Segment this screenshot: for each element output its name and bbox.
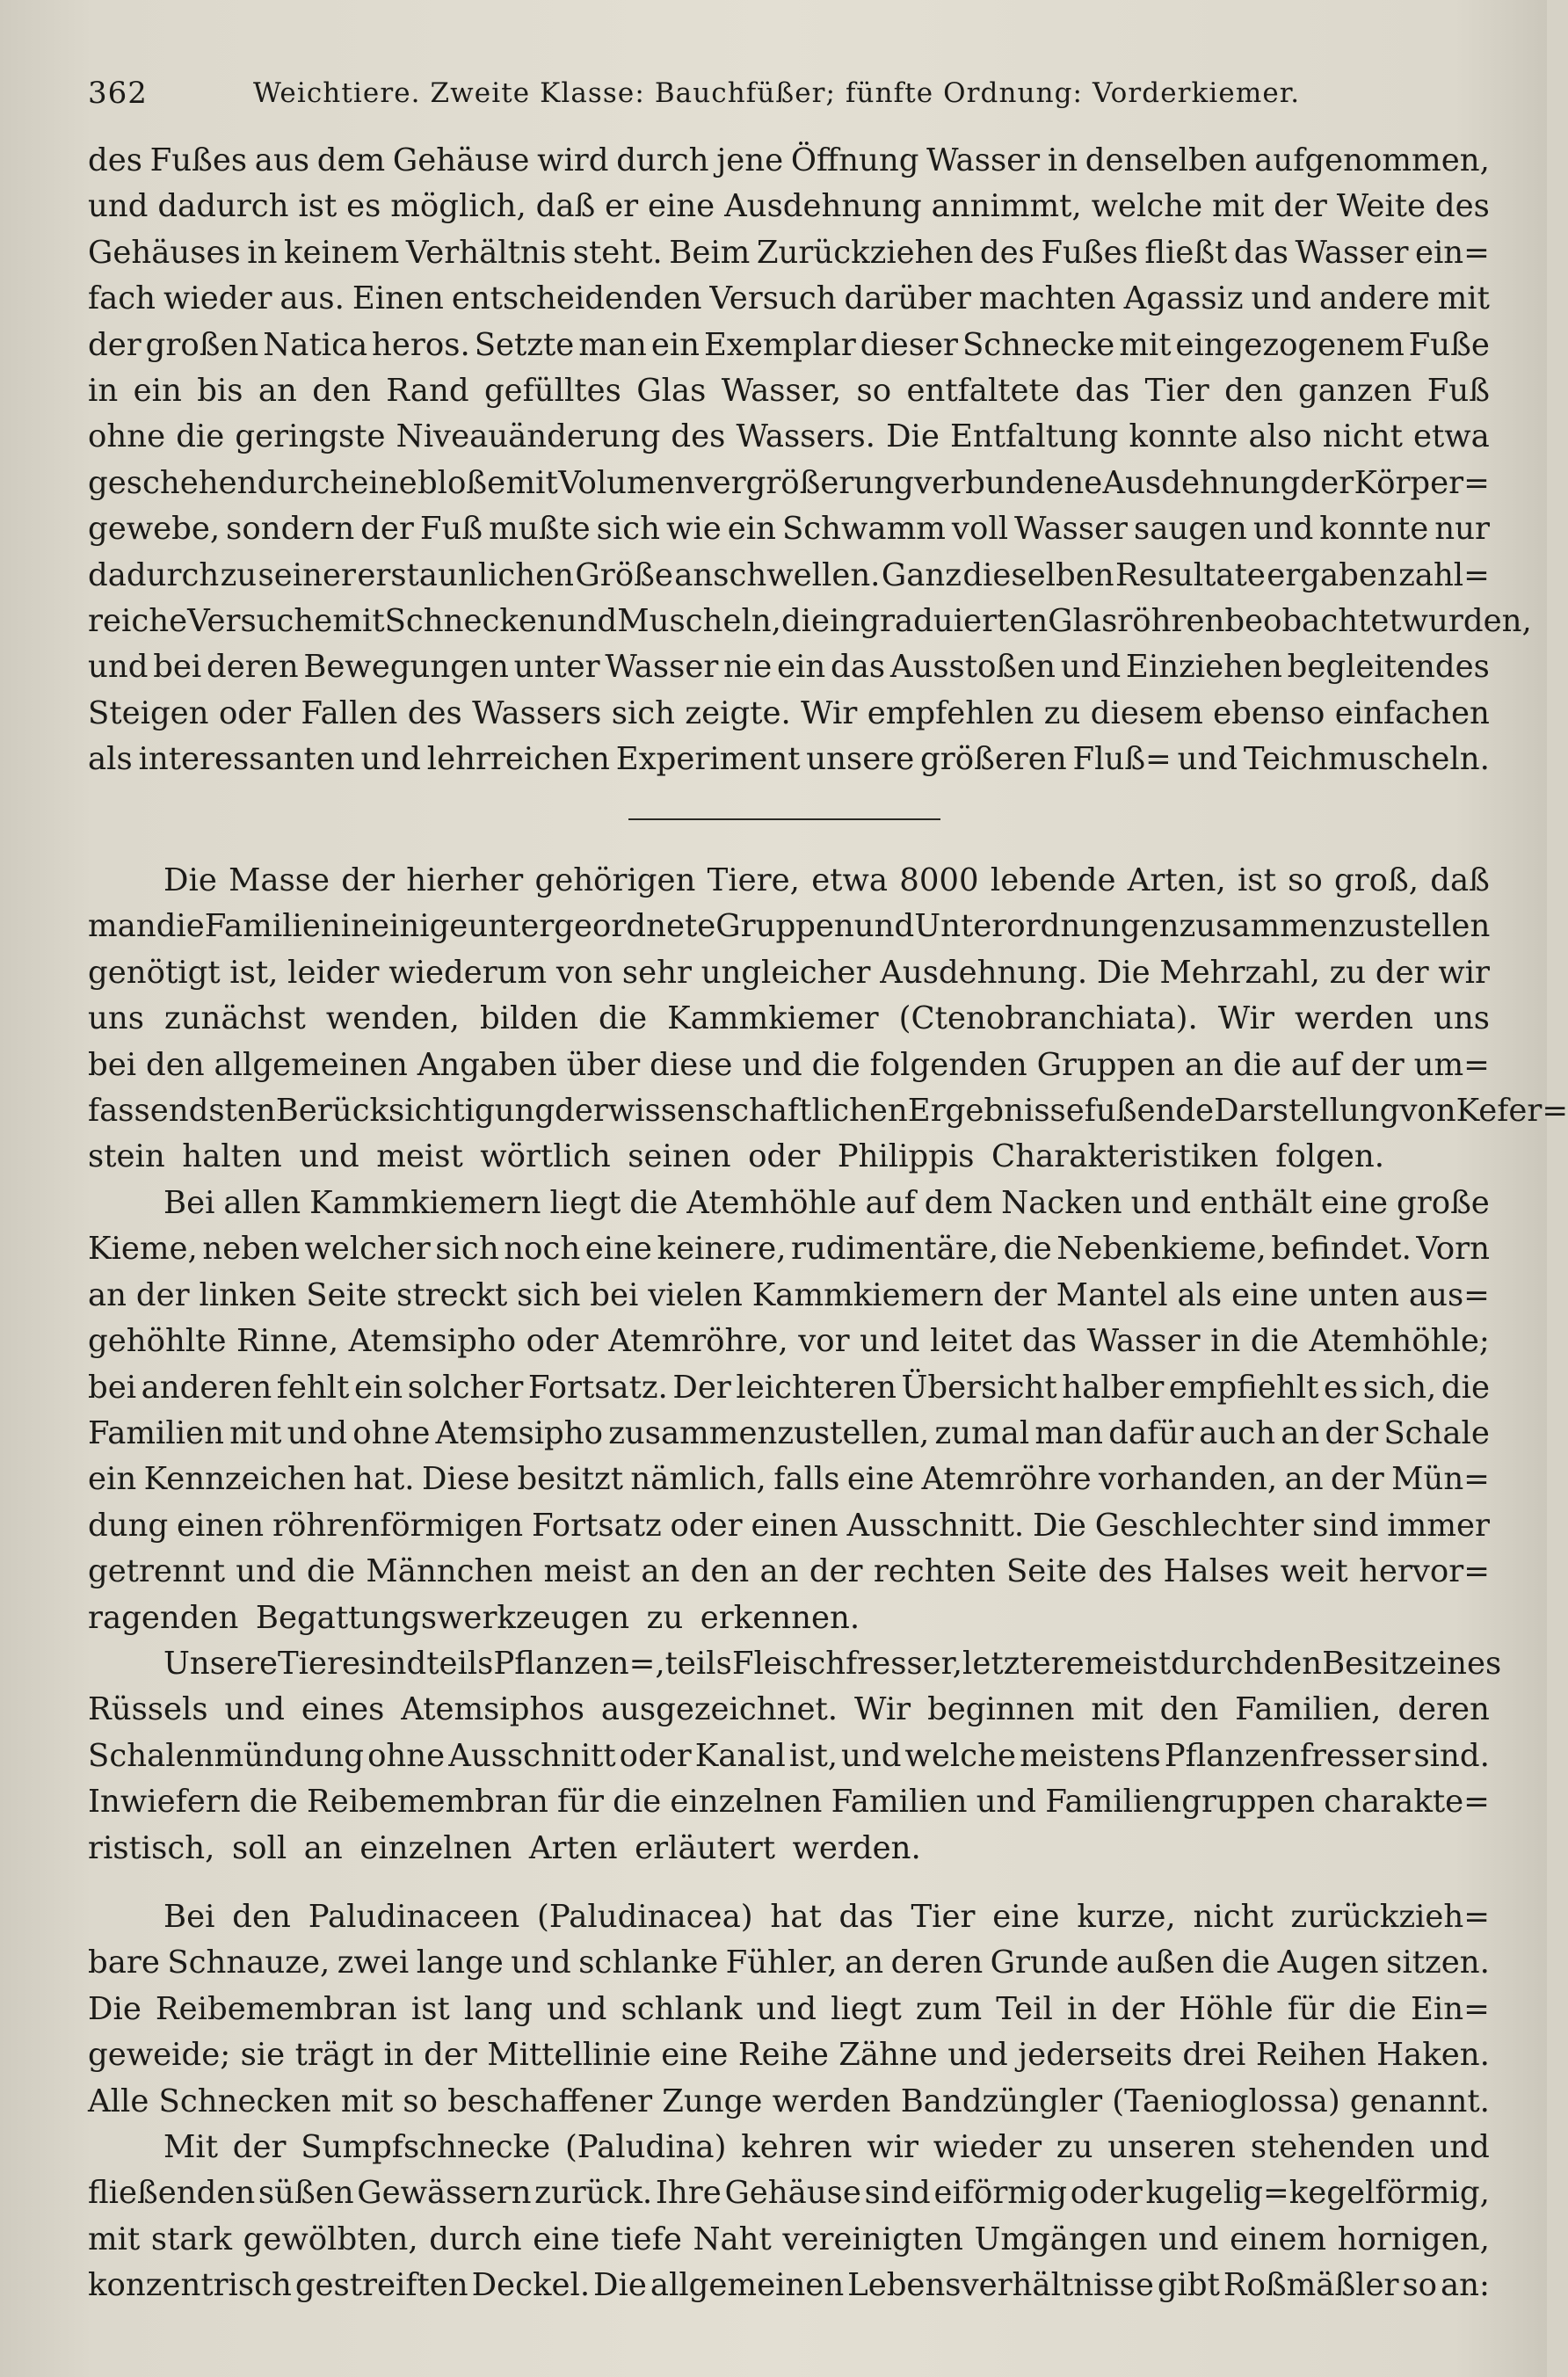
text-line: gehöhlte Rinne, Atemsipho oder Atemröhre, vor und leitet das Wasser in die Atemhöhle;: [88, 1323, 1490, 1360]
paragraph-3: [88, 1181, 1490, 1641]
text-line: ragenden Begattungswerkzeugen zu erkennen.: [88, 1599, 860, 1636]
text-line: fassendsten Berücksichtigung der wissenschaftlichen Ergebnisse fußende Darstellung von Kefer=: [88, 1092, 1568, 1129]
text-line: konzentrisch gestreiften Deckel. Die allgemeinen Lebensverhältnisse gibt Roßmäßler so an:: [88, 2267, 1490, 2304]
text-line: Familien mit und ohne Atemsipho zusammenzustellen, zumal man dafür auch an der Schale: [88, 1414, 1490, 1451]
text-line: dadurch zu seiner erstaunlichen Größe anschwellen. Ganz dieselben Resultate ergaben zahl=: [88, 556, 1490, 593]
text-line: und dadurch ist es möglich, daß er eine Ausdehnung annimmt, welche mit der Weite des: [88, 188, 1490, 225]
text-line: in ein bis an den Rand gefülltes Glas Wasser, so entfaltete das Tier den ganzen Fuß: [88, 372, 1490, 409]
page-number: 362: [88, 76, 148, 111]
text-line: Die Reibemembran ist lang und schlank und liegt zum Teil in der Höhle für die Ein=: [88, 1990, 1490, 2027]
text-line: fließenden süßen Gewässern zurück. Ihre Gehäuse sind eiförmig oder kugelig=kegelförmig,: [88, 2175, 1490, 2212]
text-line: man die Familien in einige untergeordnete Gruppen und Unterordnungen zusammenzustellen: [88, 908, 1491, 945]
text-line: Schalenmündung ohne Ausschnitt oder Kanal ist, und welche meistens Pflanzenfresser sind.: [88, 1737, 1490, 1774]
text-line: fach wieder aus. Einen entscheidenden Versuch darüber machten Agassiz und andere mit: [88, 280, 1490, 317]
text-line: dung einen röhrenförmigen Fortsatz oder einen Ausschnitt. Die Geschlechter sind immer: [88, 1507, 1490, 1544]
text-line: Die Masse der hierher gehörigen Tiere, etwa 8000 lebende Arten, ist so groß, daß: [163, 862, 1490, 898]
text-line: geweide; sie trägt in der Mittellinie eine Reihe Zähne und jederseits drei Reihen Haken.: [88, 2037, 1490, 2074]
text-line: Unsere Tiere sind teils Pflanzen=, teils Fleischfresser, letztere meist durch den Besitz eines: [163, 1646, 1502, 1682]
running-head: Weichtiere. Zweite Klasse: Bauchfüßer; fünfte Ordnung: Vorderkiemer.: [253, 77, 1301, 109]
text-line: und bei deren Bewegungen unter Wasser nie ein das Ausstoßen und Einziehen begleitendes: [88, 649, 1490, 686]
text-line: bare Schnauze, zwei lange und schlanke Fühler, an deren Grunde außen die Augen sitzen.: [88, 1944, 1490, 1981]
paragraph-5: [88, 1894, 1490, 2125]
text-line: uns zunächst wenden, bilden die Kammkiemer (Ctenobranchiata). Wir werden uns: [88, 1000, 1490, 1037]
text-line: der großen Natica heros. Setzte man ein Exemplar dieser Schnecke mit eingezogenem Fuße: [88, 326, 1490, 363]
text-line: stein halten und meist wörtlich seinen oder Philippis Charakteristiken folgen.: [88, 1138, 1384, 1175]
paragraph-4: [88, 1641, 1502, 1872]
text-line: Inwiefern die Reibemembran für die einzelnen Familien und Familiengruppen charakte=: [88, 1784, 1490, 1821]
text-line: ristisch, soll an einzelnen Arten erläutert werden.: [88, 1829, 921, 1866]
paragraph-2: [88, 858, 1568, 1181]
text-line: getrennt und die Männchen meist an den an der rechten Seite des Halses weit hervor=: [88, 1553, 1490, 1590]
page-header: [88, 70, 1490, 116]
text-line: Bei den Paludinaceen (Paludinacea) hat das Tier eine kurze, nicht zurückzieh=: [163, 1899, 1490, 1935]
text-line: Bei allen Kammkiemern liegt die Atemhöhle auf dem Nacken und enthält eine große: [163, 1185, 1490, 1221]
text-line: des Fußes aus dem Gehäuse wird durch jene Öffnung Wasser in denselben aufgenommen,: [88, 142, 1490, 178]
text-line: reiche Versuche mit Schnecken und Muscheln, die in graduierten Glasröhren beobachtet wurden,: [88, 602, 1532, 639]
text-line: ohne die geringste Niveauänderung des Wassers. Die Entfaltung konnte also nicht etwa: [88, 418, 1490, 455]
paragraph-6: [88, 2125, 1490, 2309]
text-line: Gehäuses in keinem Verhältnis steht. Beim Zurückziehen des Fußes fließt das Wasser ein=: [88, 234, 1490, 271]
text-line: geschehen durch eine bloße mit Volumenvergrößerung verbundene Ausdehnung der Körper=: [88, 464, 1490, 501]
paragraph-1: [88, 138, 1532, 782]
text-line: genötigt ist, leider wiederum von sehr ungleicher Ausdehnung. Die Mehrzahl, zu der wir: [88, 954, 1490, 991]
text-line: an der linken Seite streckt sich bei vielen Kammkiemern der Mantel als eine unten aus=: [88, 1276, 1490, 1313]
text-line: bei den allgemeinen Angaben über diese und die folgenden Gruppen an die auf der um=: [88, 1046, 1490, 1083]
text-line: gewebe, sondern der Fuß mußte sich wie ein Schwamm voll Wasser saugen und konnte nur: [88, 511, 1490, 548]
text-line: bei anderen fehlt ein solcher Fortsatz. Der leichteren Übersicht halber empfiehlt es sich, die: [88, 1369, 1490, 1406]
text-line: Alle Schnecken mit so beschaffener Zunge werden Bandzüngler (Taenioglossa) genannt.: [88, 2083, 1490, 2119]
text-line: ein Kennzeichen hat. Diese besitzt nämlich, falls eine Atemröhre vorhanden, an der Mün=: [88, 1461, 1490, 1498]
text-line: Mit der Sumpfschnecke (Paludina) kehren wir wieder zu unseren stehenden und: [163, 2129, 1490, 2165]
text-line: als interessanten und lehrreichen Experiment unsere größeren Fluß= und Teichmuscheln.: [88, 741, 1490, 778]
text-line: Kieme, neben welcher sich noch eine keinere, rudimentäre, die Nebenkieme, befindet. Vorn: [88, 1231, 1490, 1268]
text-line: Steigen oder Fallen des Wassers sich zeigte. Wir empfehlen zu diesem ebenso einfachen: [88, 694, 1490, 731]
text-line: mit stark gewölbten, durch eine tiefe Naht vereinigten Umgängen und einem hornigen,: [88, 2221, 1490, 2257]
section-divider: [628, 818, 940, 820]
text-line: Rüssels und eines Atemsiphos ausgezeichnet. Wir beginnen mit den Familien, deren: [88, 1691, 1490, 1728]
